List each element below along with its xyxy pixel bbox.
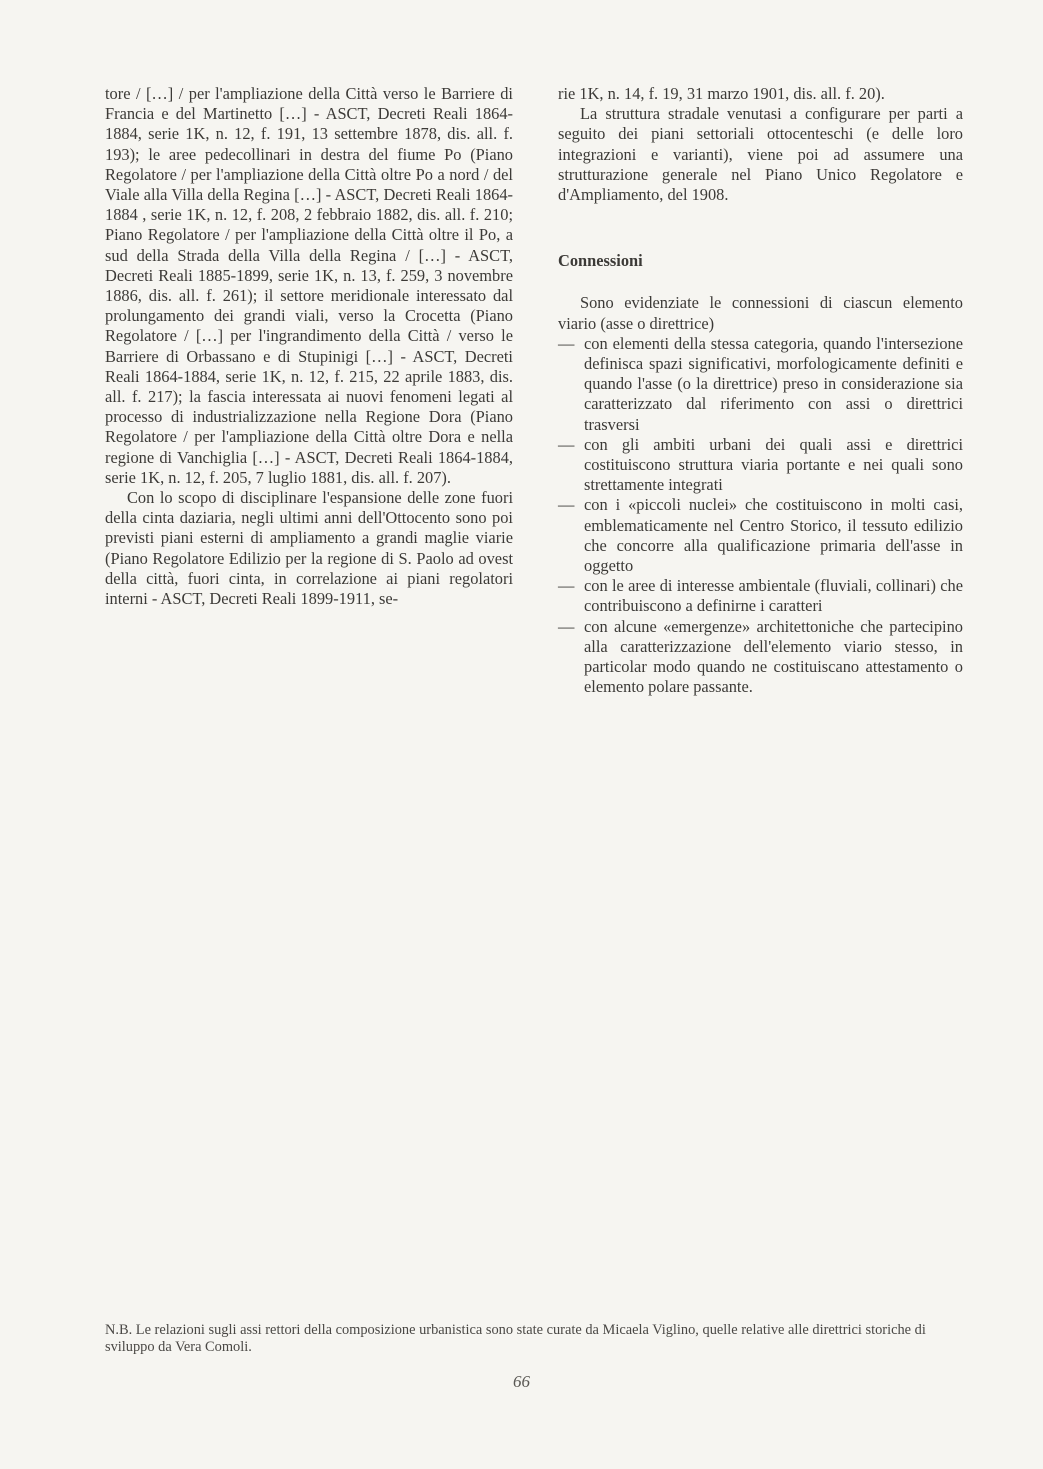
connections-list <box>558 334 963 698</box>
section-heading: Connessioni <box>558 251 643 271</box>
left-paragraph-1: tore / […] / per l'ampliazione della Città verso le Barriere di Francia e del Martinetto […] - ASCT, Decreti Reali 1864-1884, serie 1K, n. 12, f. 191, 13 settembre 1878, dis. all. f. 193); le aree pedecollinari in destra del fiume Po (Piano Regolatore / per l'ampliazione della Città oltre Po a nord / del Viale alla Villa della Regina […] - ASCT, Decreti Reali 1864-1884 , serie 1K, n. 12, f. 208, 2 febbraio 1882, dis. all. f. 210; Piano Regolatore / per l'ampliazione della Città oltre il Po, a sud della Strada della Villa della Regina / […] - ASCT, Decreti Reali 1885-1899, serie 1K, n. 13, f. 259, 3 novembre 1886, dis. all. f. 261); il settore meridionale interessato dal prolungamento dei grandi viali, verso la Crocetta (Piano Regolatore / […] per l'ingrandimento della Città / verso le Barriere di Orbassano e di Stupinigi […] - ASCT, Decreti Reali 1864-1884, serie 1K, n. 12, f. 215, 22 aprile 1883, dis. all. f. 217); la fascia interessata ai nuovi fenomeni legati al processo di industrializzazione nella Regione Dora (Piano Regolatore / per l'ampliazione della Città oltre Dora e nella regione di Vanchiglia […] - ASCT, Decreti Reali 1864-1884, serie 1K, n. 12, f. 205, 7 luglio 1881, dis. all. f. 207). <box>105 84 513 487</box>
right-paragraph-2: La struttura stradale venutasi a configurare per parti a seguito dei piani settoriali ottocenteschi (e delle loro integrazioni e varianti), viene poi ad assumere una strutturazione generale nel Piano Unico Regolatore e d'Ampliamento, del 1908. <box>558 104 963 205</box>
right-column <box>558 84 963 697</box>
right-paragraph-1: rie 1K, n. 14, f. 19, 31 marzo 1901, dis. all. f. 20). <box>558 84 885 103</box>
list-item: — con alcune «emergenze» architettoniche che partecipino alla caratterizzazione dell'elemento viario stesso, in particolar modo quando ne costituiscano attestamento o elemento polare passante. <box>558 617 963 698</box>
left-column <box>105 84 513 609</box>
list-item: — con i «piccoli nuclei» che costituiscono in molti casi, emblematicamente nel Centro Storico, il tessuto edilizio che concorre alla qualificazione primaria dell'asse in oggetto <box>558 495 963 576</box>
list-item: — con elementi della stessa categoria, quando l'intersezione definisca spazi significativi, morfologicamente definiti e quando l'asse (o la direttrice) preso in considerazione sia caratterizzato dal riferimento con assi o direttrici trasversi <box>558 334 963 435</box>
list-item: — con le aree di interesse ambientale (fluviali, collinari) che contribuiscono a definirne i caratteri <box>558 576 963 616</box>
page-number: 66 <box>513 1372 530 1391</box>
connections-intro: Sono evidenziate le connessioni di ciascun elemento viario (asse o direttrice) <box>558 293 963 333</box>
footnote: N.B. Le relazioni sugli assi rettori della composizione urbanistica sono state curate da Micaela Viglino, quelle relative alle direttrici storiche di sviluppo da Vera Comoli. <box>105 1322 926 1356</box>
list-item: — con gli ambiti urbani dei quali assi e direttrici costituiscono struttura viaria portante e nei quali sono strettamente integrati <box>558 435 963 496</box>
left-paragraph-2: Con lo scopo di disciplinare l'espansione delle zone fuori della cinta daziaria, negli ultimi anni dell'Ottocento sono poi previsti piani esterni di ampliamento a grandi maglie viarie (Piano Regolatore Edilizio per la regione di S. Paolo ad ovest della città, fuori cinta, in correlazione ai piani regolatori interni - ASCT, Decreti Reali 1899-1911, se- <box>105 488 513 609</box>
